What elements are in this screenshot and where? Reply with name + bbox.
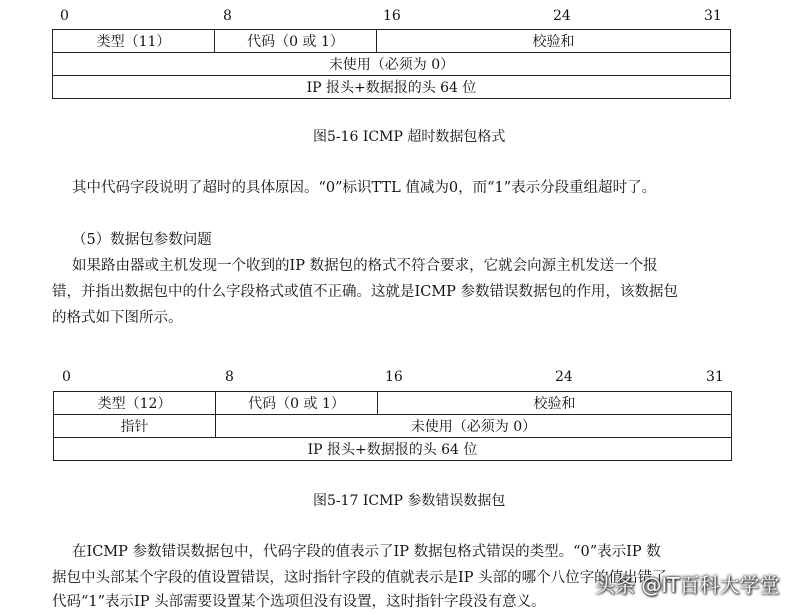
paragraph-line: 的格式如下图所示。: [52, 310, 183, 326]
unused-field: 未使用（必须为 0）: [216, 415, 732, 438]
bit-label-16: 16: [383, 8, 401, 24]
code-field: 代码（0 或 1）: [215, 30, 377, 53]
paragraph-line: 代码“1”表示IP 头部需要设置某个选项但没有设置，这时指针字段没有意义。: [52, 594, 546, 610]
figure-caption: 图5-17 ICMP 参数错误数据包: [313, 493, 506, 509]
checksum-field: 校验和: [378, 392, 732, 415]
bit-label-31: 31: [704, 8, 722, 24]
figure-caption: 图5-16 ICMP 超时数据包格式: [313, 129, 506, 145]
unused-field: 未使用（必须为 0）: [53, 53, 731, 76]
bit-label-8: 8: [223, 8, 232, 24]
paragraph-line: 如果路由器或主机发现一个收到的IP 数据包的格式不符合要求，它就会向源主机发送一个报: [72, 258, 658, 274]
bit-label-24: 24: [553, 8, 571, 24]
paragraph-line: 错，并指出数据包中的什么字段格式或值不正确。这就是ICMP 参数错误数据包的作用，该数据包: [52, 284, 679, 300]
type-field: 类型（12）: [54, 392, 216, 415]
bit-label-0: 0: [62, 369, 71, 385]
paragraph-line: 据包中头部某个字段的值设置错误，这时指针字段的值就表示是IP 头部的哪个八位字的值出错了。: [52, 570, 682, 586]
bit-label-0: 0: [60, 8, 69, 24]
section-title: （5）数据包参数问题: [72, 232, 212, 248]
packet-format-table: [53, 391, 732, 461]
watermark-text: 头条 @IT百科大学堂: [595, 573, 780, 597]
code-field: 代码（0 或 1）: [216, 392, 378, 415]
ip-header-field: IP 报头+数据报的头 64 位: [54, 438, 732, 461]
bit-label-24: 24: [555, 369, 573, 385]
paragraph-1: 其中代码字段说明了超时的具体原因。“0”标识TTL 值减为0，而“1”表示分段重组超时了。: [72, 180, 657, 196]
checksum-field: 校验和: [377, 30, 731, 53]
type-field: 类型（11）: [53, 30, 215, 53]
ip-header-field: IP 报头+数据报的头 64 位: [53, 76, 731, 99]
bit-label-31: 31: [706, 369, 724, 385]
bit-label-8: 8: [225, 369, 234, 385]
paragraph-line: 在ICMP 参数错误数据包中，代码字段的值表示了IP 数据包格式错误的类型。“0”表示IP 数: [72, 544, 661, 560]
pointer-field: 指针: [54, 415, 216, 438]
packet-format-table: [52, 29, 731, 99]
bit-label-16: 16: [385, 369, 403, 385]
